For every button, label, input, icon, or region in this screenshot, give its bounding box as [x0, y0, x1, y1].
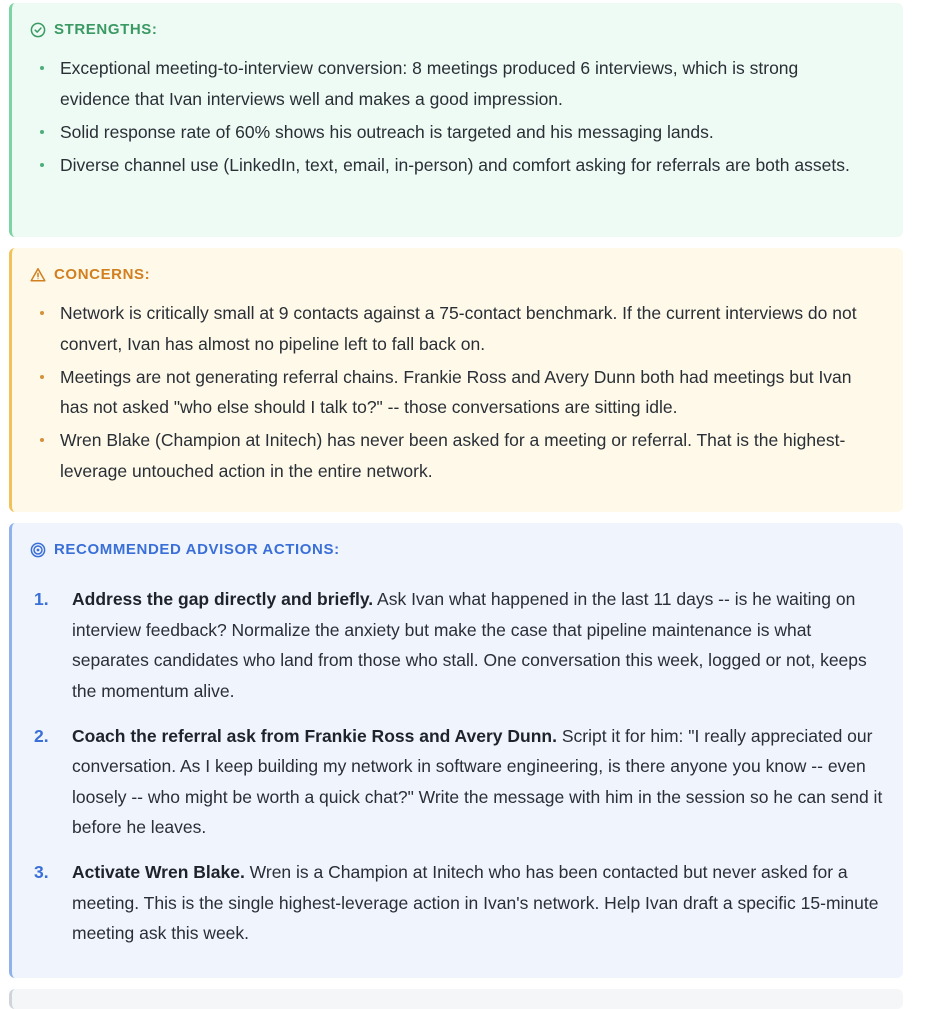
bullet-dot: [40, 163, 44, 167]
strengths-list: [12, 53, 872, 183]
list-item: [12, 425, 872, 486]
action-number: 2.: [34, 725, 49, 746]
action-number: 1.: [34, 589, 49, 609]
action-number: 3.: [34, 862, 49, 882]
list-item-text: Wren Blake (Champion at Initech) has never been asked for a meeting or referral. That is the highest-leverage untouched action in the entire network.: [60, 430, 846, 481]
strengths-title: STRENGTHS:: [54, 21, 158, 38]
bullet-dot: [40, 66, 44, 70]
strengths-header: [30, 21, 158, 38]
actions-list: [12, 584, 892, 963]
strengths-card: [9, 3, 903, 237]
action-item: [12, 584, 892, 706]
action-lead: Address the gap directly and briefly.: [72, 589, 374, 609]
list-item: [12, 150, 872, 181]
bullet-dot: [40, 438, 44, 442]
action-text: Script it for him: "I really appreciated our conversation. As I keep building my network in software engineering, is there anyone you know -- even loosely -- who might be worth a quick chat?" Write the message with him in the session so he can send it before he leaves.: [72, 725, 883, 837]
action-item: [12, 721, 892, 843]
concerns-card: [9, 248, 903, 512]
action-item: [12, 857, 892, 949]
list-item-text: Network is critically small at 9 contacts against a 75-contact benchmark. If the current interviews do not convert, Ivan has almost no pipeline left to fall back on.: [60, 303, 857, 354]
actions-header: [30, 541, 340, 558]
action-lead: Coach the referral ask from Frankie Ross and Avery Dunn.: [72, 725, 557, 746]
warning-triangle-icon: [30, 267, 46, 283]
action-text: Wren is a Champion at Initech who has been contacted but never asked for a meeting. This is the single highest-leverage action in Ivan's network. Help Ivan draft a specific 15-minute meeting ask this week.: [72, 862, 879, 943]
concerns-header: [30, 266, 150, 283]
concerns-title: CONCERNS:: [54, 266, 151, 283]
actions-card: [9, 523, 903, 978]
list-item: [12, 117, 872, 148]
action-text: Ask Ivan what happened in the last 11 days -- is he waiting on interview feedback? Normalize the anxiety but make the case that pipeline maintenance is what separates candidates who land from those who stall. One conversation this week, logged or not, keeps the momentum alive.: [72, 589, 867, 701]
action-lead: Activate Wren Blake.: [72, 862, 245, 882]
bullet-dot: [40, 311, 44, 315]
list-item: [12, 53, 872, 114]
list-item-text: Meetings are not generating referral chains. Frankie Ross and Avery Dunn both had meetings but Ivan has not asked "who else should I talk to?" -- those conversations are sitting idle.: [60, 366, 852, 417]
check-circle-icon: [30, 22, 46, 38]
list-item-text: Solid response rate of 60% shows his outreach is targeted and his messaging lands.: [60, 121, 714, 142]
list-item-text: Exceptional meeting-to-interview conversion: 8 meetings produced 6 interviews, which is strong evidence that Ivan interviews well and makes a good impression.: [60, 58, 799, 109]
list-item: [12, 362, 872, 423]
target-icon: [30, 542, 46, 558]
bullet-dot: [40, 375, 44, 379]
next-card: [9, 989, 903, 1009]
list-item: [12, 298, 872, 359]
bullet-dot: [40, 130, 44, 134]
list-item-text: Diverse channel use (LinkedIn, text, email, in-person) and comfort asking for referrals are both assets.: [60, 154, 850, 175]
actions-title: RECOMMENDED ADVISOR ACTIONS:: [54, 541, 340, 558]
concerns-list: [12, 298, 872, 489]
